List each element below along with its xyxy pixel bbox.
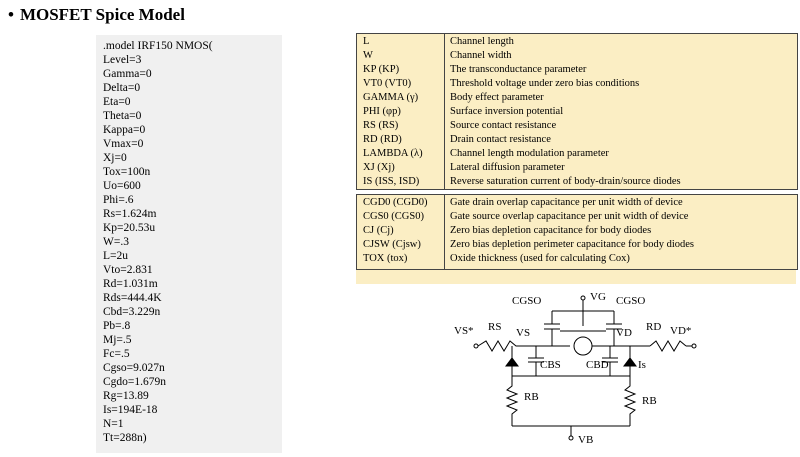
parameter-name: W: [363, 50, 373, 61]
vg-terminal: [581, 296, 585, 300]
parameter-description: Channel width: [450, 50, 512, 61]
parameter-description: Gate source overlap capacitance per unit width of device: [450, 211, 689, 222]
spice-model-listing: [96, 35, 282, 453]
model-line: Rd=1.031m: [103, 278, 158, 290]
parameter-description: Oxide thickness (used for calculating Cox): [450, 253, 630, 264]
parameter-name: PHI (φp): [363, 106, 401, 117]
parameter-description: The transconductance parameter: [450, 64, 587, 75]
parameter-description: Gate drain overlap capacitance per unit width of device: [450, 197, 683, 208]
parameter-row: [357, 105, 797, 119]
model-line: Vmax=0: [103, 138, 144, 150]
parameter-name: XJ (Xj): [363, 162, 395, 173]
parameter-name: L: [363, 36, 370, 47]
vd-star-terminal: [692, 344, 696, 348]
cgso-right-label: CGSO: [616, 295, 646, 307]
parameter-description: Channel length modulation parameter: [450, 148, 609, 159]
parameter-row: [357, 119, 797, 133]
parameter-name: CGS0 (CGS0): [363, 211, 424, 222]
rb-right-label: RB: [642, 395, 657, 407]
cbs-label: CBS: [540, 359, 561, 371]
vg-label: VG: [590, 291, 606, 303]
parameter-row: [357, 77, 797, 91]
model-line: Rds=444.4K: [103, 292, 162, 304]
vs-star-terminal: [474, 344, 478, 348]
parameter-row: [357, 238, 797, 252]
parameter-name: CJ (Cj): [363, 225, 394, 236]
parameter-description: Drain contact resistance: [450, 134, 551, 145]
model-line: Kappa=0: [103, 124, 146, 136]
model-line: Kp=20.53u: [103, 222, 156, 234]
model-line: Rg=13.89: [103, 390, 149, 402]
model-line: W=.3: [103, 236, 129, 248]
table-background-strip: [356, 270, 796, 284]
model-line: Tt=288n): [103, 432, 147, 444]
model-line: Gamma=0: [103, 68, 152, 80]
parameter-row: [357, 147, 797, 161]
parameter-name: KP (KP): [363, 64, 400, 75]
model-line: Pb=.8: [103, 320, 131, 332]
model-line: Cbd=3.229n: [103, 306, 161, 318]
parameter-row: [357, 196, 797, 210]
model-line: Fc=.5: [103, 348, 130, 360]
parameter-name: CGD0 (CGD0): [363, 197, 428, 208]
model-line: Level=3: [103, 54, 142, 66]
parameter-row: [357, 161, 797, 175]
model-line: Rs=1.624m: [103, 208, 157, 220]
vd-star-label: VD*: [670, 325, 692, 337]
parameter-row: [357, 63, 797, 77]
model-line: Theta=0: [103, 110, 142, 122]
parameter-table-2: [356, 194, 798, 270]
model-line: Phi=.6: [103, 194, 134, 206]
parameter-description: Source contact resistance: [450, 120, 557, 131]
cgso-left-label: CGSO: [512, 295, 542, 307]
parameter-name: LAMBDA (λ): [363, 148, 423, 159]
model-line: Eta=0: [103, 96, 131, 108]
rd-label: RD: [646, 321, 662, 333]
model-line: .model IRF150 NMOS(: [103, 40, 213, 52]
bullet: •: [8, 5, 14, 24]
rs-label: RS: [488, 321, 502, 333]
model-line: Uo=600: [103, 180, 141, 192]
parameter-description: Channel length: [450, 36, 514, 47]
model-line: Cgdo=1.679n: [103, 376, 167, 388]
rb-left-label: RB: [524, 391, 539, 403]
parameter-name: VT0 (VT0): [363, 78, 412, 89]
model-line: Is=194E-18: [103, 404, 158, 416]
model-line: Tox=100n: [103, 166, 151, 178]
parameter-description: Lateral diffusion parameter: [450, 162, 565, 173]
vd-label: VD: [616, 327, 632, 339]
model-line: N=1: [103, 418, 124, 430]
parameter-table-1: [356, 33, 798, 190]
parameter-name: RS (RS): [363, 120, 399, 131]
title-text: MOSFET Spice Model: [19, 5, 185, 24]
model-line: Cgso=9.027n: [103, 362, 165, 374]
vb-label: VB: [578, 434, 594, 446]
parameter-description: Reverse saturation current of body-drain/source diodes: [450, 176, 681, 187]
cbd-label: CBD: [586, 359, 609, 371]
parameter-row: [357, 224, 797, 238]
parameter-row: [357, 133, 797, 147]
parameter-name: RD (RD): [363, 134, 402, 145]
parameter-row: [357, 210, 797, 224]
parameter-row: [357, 252, 797, 266]
vs-label: VS: [516, 327, 531, 339]
vs-star-label: VS*: [454, 325, 474, 337]
mosfet-equivalent-circuit: [440, 286, 700, 454]
model-line: Mj=.5: [103, 334, 132, 346]
model-line: Xj=0: [103, 152, 127, 164]
parameter-row: [357, 35, 797, 49]
page-title: [8, 5, 185, 25]
model-line: Delta=0: [103, 82, 141, 94]
parameter-description: Threshold voltage under zero bias conditions: [450, 78, 640, 89]
model-line: Vto=2.831: [103, 264, 153, 276]
parameter-description: Body effect parameter: [450, 92, 544, 103]
model-line: L=2u: [103, 250, 129, 262]
parameter-name: GAMMA (γ): [363, 92, 419, 103]
parameter-row: [357, 175, 797, 189]
parameter-name: TOX (tox): [363, 253, 408, 264]
is-label: Is: [638, 359, 646, 371]
parameter-description: Zero bias depletion perimeter capacitance for body diodes: [450, 239, 695, 250]
parameter-name: IS (ISS, ISD): [363, 176, 420, 187]
parameter-description: Zero bias depletion capacitance for body diodes: [450, 225, 652, 236]
vb-terminal: [569, 436, 573, 440]
parameter-description: Surface inversion potential: [450, 106, 564, 117]
parameter-name: CJSW (Cjsw): [363, 239, 421, 250]
parameter-row: [357, 91, 797, 105]
parameter-row: [357, 49, 797, 63]
